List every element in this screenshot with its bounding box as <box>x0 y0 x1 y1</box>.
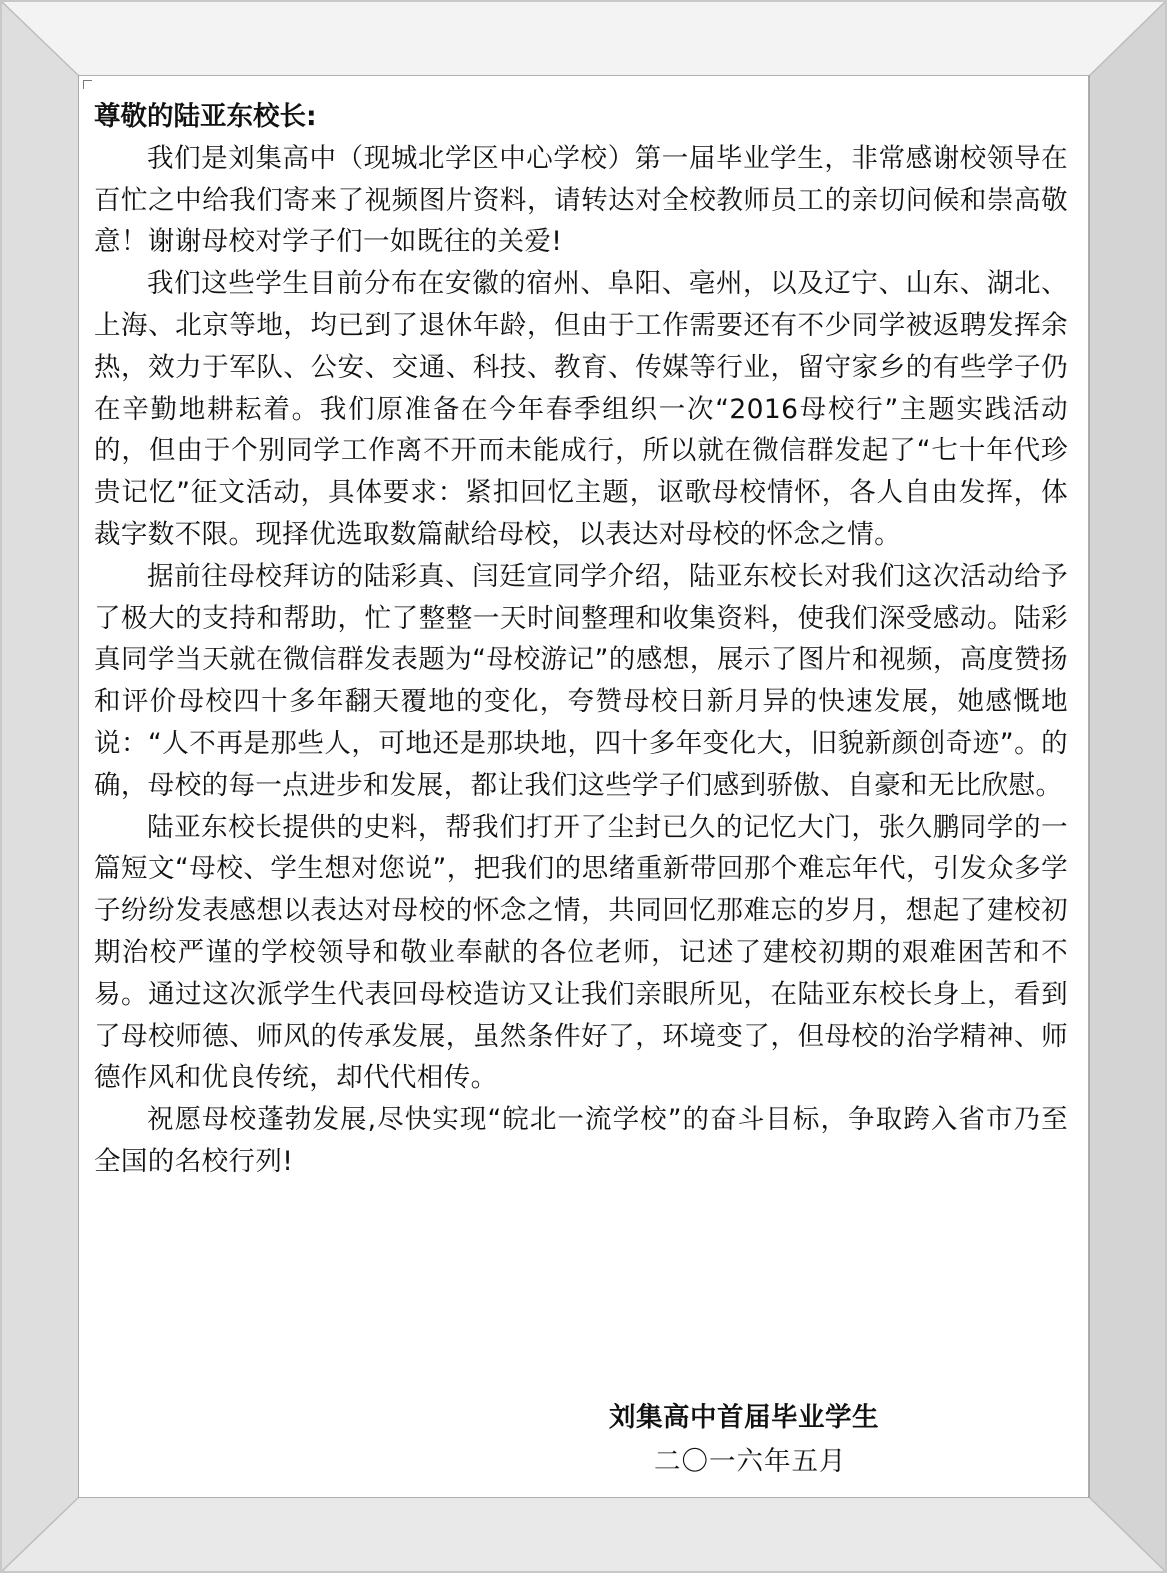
letter-paragraph-4: 陆亚东校长提供的史料，帮我们打开了尘封已久的记忆大门，张久鹏同学的一篇短文“母校、学生想对您说”，把我们的思绪重新带回那个难忘年代，引发众多学子纷纷发表感想以表达对母校的怀念之情，共同回忆那难忘的岁月，想起了建校初期治校严谨的学校领导和敬业奉献的各位老师，记述了建校初期的艰难困苦和不易。通过这次派学生代表回母校造访又让我们亲眼所见，在陆亚东校长身上，看到了母校师德、师风的传承发展，虽然条件好了，环境变了，但母校的治学精神、师德作风和优良传统，却代代相传。 <box>94 811 1068 1094</box>
signature-date: 二〇一六年五月 <box>654 1446 847 1477</box>
frame-left-bevel <box>0 0 79 1573</box>
corner-mark <box>83 80 92 89</box>
letter-paragraph-1: 我们是刘集高中（现城北学区中心学校）第一届毕业学生，非常感谢校领导在百忙之中给我们寄来了视频图片资料，请转达对全校教师员工的亲切问候和崇高敬意！谢谢母校对学子们一如既往的关爱! <box>94 142 1068 258</box>
frame-right-bevel <box>1089 0 1167 1573</box>
letter-paragraph-2: 我们这些学生目前分布在安徽的宿州、阜阳、亳州，以及辽宁、山东、湖北、上海、北京等地，均已到了退休年龄，但由于工作需要还有不少同学被返聘发挥余热，效力于军队、公安、交通、科技、教育、传媒等行业，留守家乡的有些学子仍在辛勤地耕耘着。我们原准备在今年春季组织一次“2016母校行”主题实践活动的，但由于个别同学工作离不开而未能成行，所以就在微信群发起了“七十年代珍贵记忆”征文活动，具体要求：紧扣回忆主题，讴歌母校情怀，各人自由发挥，体裁字数不限。现择优选取数篇献给母校，以表达对母校的怀念之情。 <box>94 268 1068 550</box>
letter-paper <box>79 76 1088 1497</box>
frame-bottom-bevel <box>0 1497 1167 1573</box>
letter-body <box>94 96 1068 1183</box>
signature-name: 刘集高中首届毕业学生 <box>609 1402 879 1433</box>
letter-salutation: 尊敬的陆亚东校长: <box>94 101 317 132</box>
letter-paragraph-5: 祝愿母校蓬勃发展,尽快实现“皖北一流学校”的奋斗目标，争取跨入省市乃至全国的名校行列! <box>94 1104 1068 1177</box>
frame-top-bevel <box>0 0 1167 76</box>
letter-signature-block <box>609 1396 939 1484</box>
letter-paragraph-3: 据前往母校拜访的陆彩真、闫廷宣同学介绍，陆亚东校长对我们这次活动给予了极大的支持和帮助，忙了整整一天时间整理和收集资料，使我们深受感动。陆彩真同学当天就在微信群发表题为“母校游记”的感想，展示了图片和视频，高度赞扬和评价母校四十多年翻天覆地的变化，夸赞母校日新月异的快速发展，她感慨地说：“人不再是那些人，可地还是那块地，四十多年变化大，旧貌新颜创奇迹”。的确，母校的每一点进步和发展，都让我们这些学子们感到骄傲、自豪和无比欣慰。 <box>94 560 1068 801</box>
